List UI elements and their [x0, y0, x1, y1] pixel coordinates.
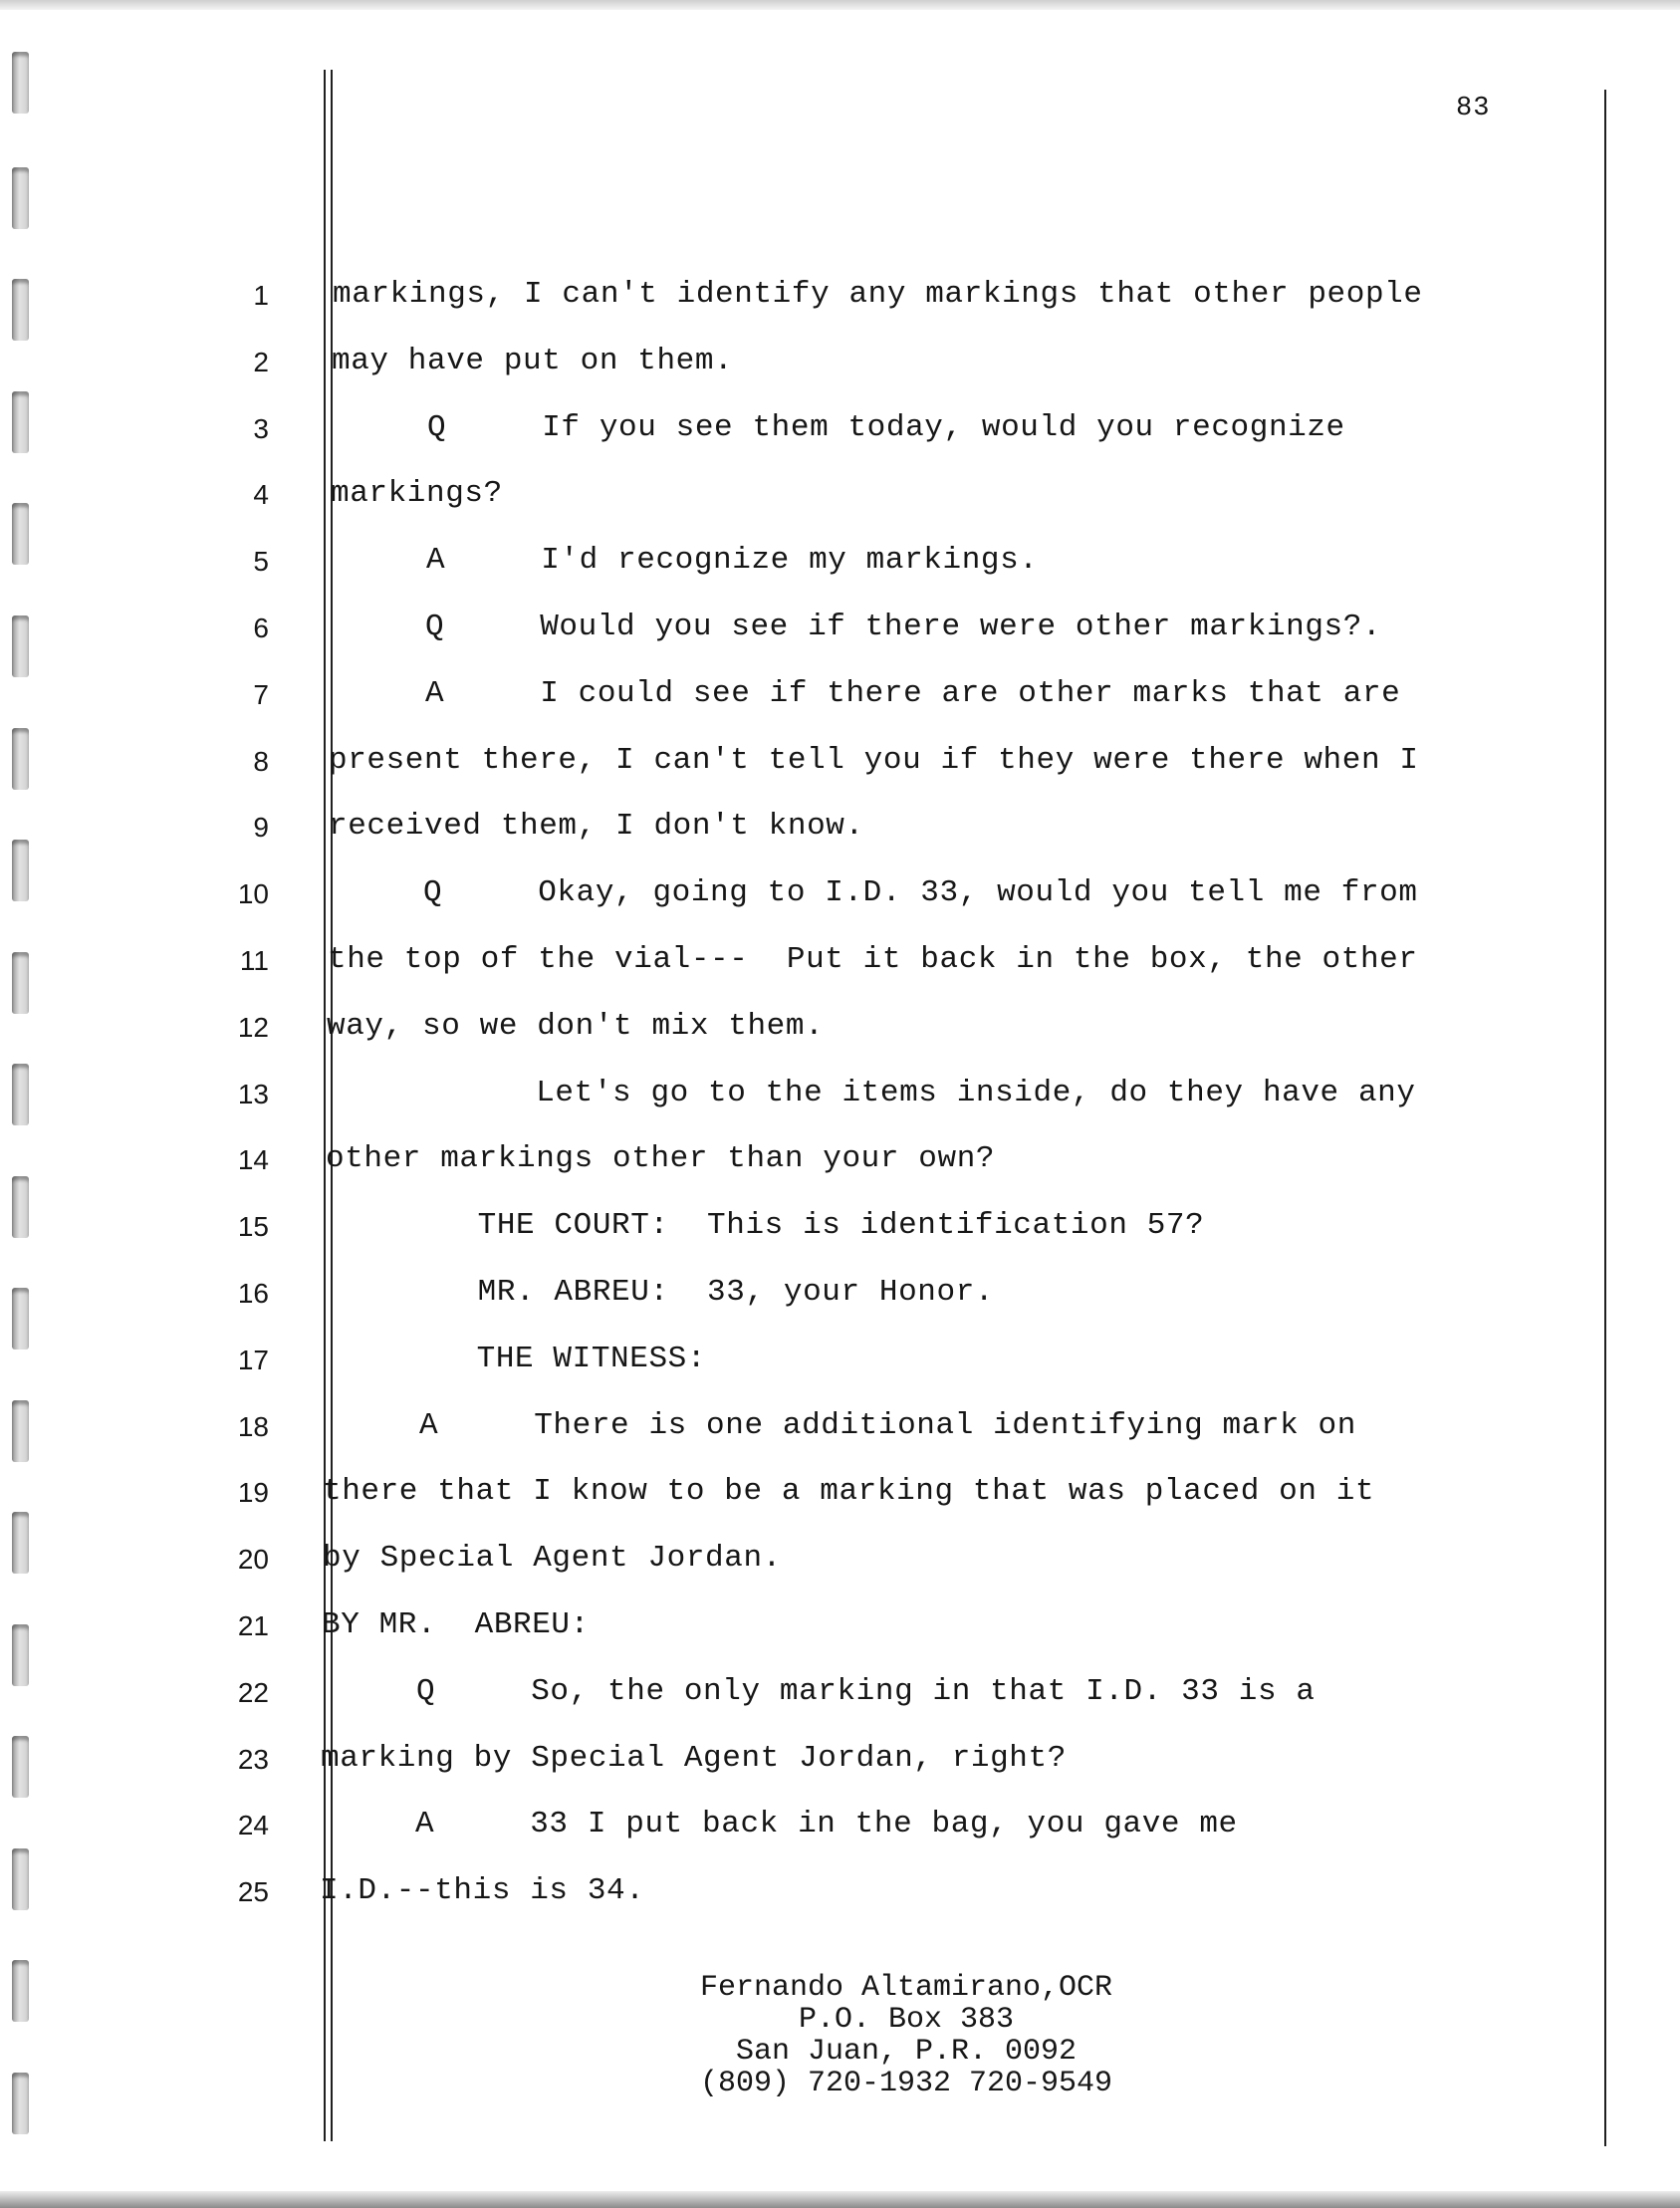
transcript-line: by Special Agent Jordan.	[323, 1541, 782, 1576]
transcript-line: present there, I can't tell you if they were there when I	[329, 743, 1419, 778]
line-number: 18	[237, 1411, 269, 1442]
transcript-line: Q Okay, going to I.D. 33, would you tell me from	[328, 875, 1418, 910]
line-number: 7	[253, 679, 269, 710]
line-number: 10	[237, 878, 269, 909]
line-number: 22	[237, 1677, 269, 1708]
reporter-phones: (809) 720-1932 720-9549	[699, 2067, 1113, 2100]
transcript-line: A I'd recognize my markings.	[331, 543, 1039, 578]
line-number: 24	[237, 1810, 269, 1840]
reporter-name: Fernando Altamirano,OCR	[699, 1971, 1113, 2005]
line-number: 8	[253, 746, 269, 777]
transcript-line: there that I know to be a marking that was placed on it	[323, 1474, 1375, 1509]
transcript-line: marking by Special Agent Jordan, right?	[321, 1741, 1067, 1776]
line-number: 5	[253, 546, 269, 577]
line-number: 3	[253, 413, 269, 444]
transcript-line: Let's go to the items inside, do they have any	[326, 1076, 1416, 1110]
reporter-po-box: P.O. Box 383	[798, 2003, 1015, 2037]
line-number: 9	[253, 812, 269, 843]
transcript-line: received them, I don't know.	[329, 809, 864, 844]
line-number: 23	[237, 1744, 269, 1775]
transcript-line: way, so we don't mix them.	[327, 1009, 825, 1044]
line-number: 2	[253, 347, 269, 377]
reporter-city: San Juan, P.R. 0092	[735, 2035, 1078, 2069]
transcript-line: markings, I can't identify any markings that other people	[333, 277, 1423, 312]
transcript-line: Q So, the only marking in that I.D. 33 is a	[321, 1674, 1316, 1709]
transcript-line: other markings other than your own?	[326, 1141, 996, 1176]
line-number: 6	[253, 613, 269, 643]
line-number: 16	[237, 1278, 269, 1309]
transcript-line: markings?	[331, 476, 503, 511]
line-number: 4	[253, 479, 269, 510]
transcript-line: A There is one additional identifying mark on	[324, 1408, 1356, 1443]
line-number: 21	[237, 1610, 269, 1641]
page-number: 83	[1456, 94, 1491, 123]
transcript-line: THE COURT: This is identification 57?	[325, 1208, 1205, 1243]
line-number: 15	[237, 1211, 269, 1242]
transcript-line: the top of the vial--- Put it back in the box, the other	[328, 942, 1418, 977]
transcript-line: Q If you see them today, would you recognize	[332, 410, 1345, 445]
line-number: 1	[253, 280, 269, 311]
transcript-line: Q Would you see if there were other markings?.	[330, 610, 1382, 644]
line-number: 17	[237, 1345, 269, 1375]
transcript-line: I.D.--this is 34.	[320, 1873, 645, 1908]
transcript-line: MR. ABREU: 33, your Honor.	[325, 1275, 995, 1310]
transcript-line: A 33 I put back in the bag, you gave me	[320, 1807, 1238, 1841]
line-number: 14	[237, 1144, 269, 1175]
line-number: 25	[237, 1876, 269, 1907]
line-number: 20	[237, 1544, 269, 1575]
transcript-line: may have put on them.	[332, 344, 734, 378]
line-number: 11	[239, 945, 269, 976]
line-number: 13	[237, 1079, 269, 1109]
reporter-footer	[538, 1972, 1275, 2099]
transcript-line: BY MR. ABREU:	[322, 1607, 590, 1642]
transcript-line: A I could see if there are other marks that are	[330, 676, 1401, 711]
transcript-line: THE WITNESS:	[324, 1342, 707, 1376]
line-number: 12	[237, 1012, 269, 1043]
line-number: 19	[237, 1477, 269, 1508]
